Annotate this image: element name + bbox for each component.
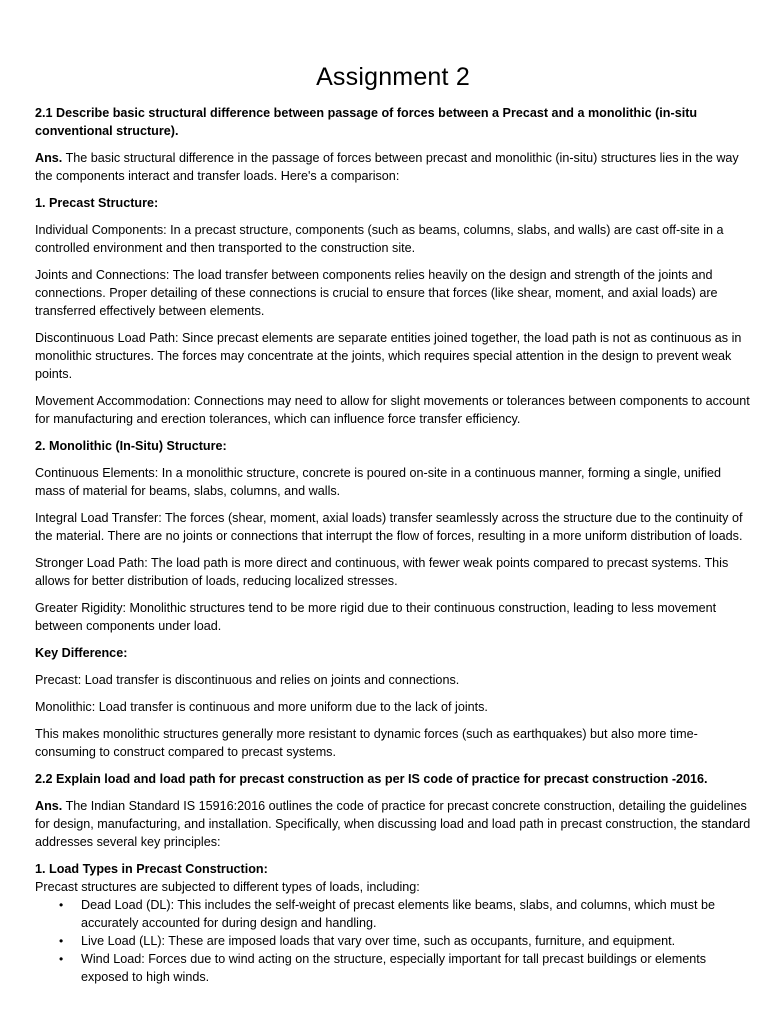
- question-2-2: 2.2 Explain load and load path for precast construction as per IS code of practice for precast construction -2016.: [35, 772, 708, 786]
- mono-point-integral-load-transfer: Integral Load Transfer: The forces (shear, moment, axial loads) transfer seamlessly across the structure due to the continuity of the material. There are no joints or connections that interrupt the flow of forces, resulting in a more uniform distribution of loads.: [35, 511, 743, 543]
- document-page: [35, 0, 751, 1024]
- key-difference-heading: Key Difference:: [35, 646, 128, 660]
- list-item: [35, 896, 751, 932]
- answer-label: Ans.: [35, 151, 63, 165]
- bullet-icon: •: [59, 952, 64, 966]
- list-item-text: Dead Load (DL): This includes the self-weight of precast elements like beams, slabs, and columns, which must be accurately accounted for during design and handling.: [81, 898, 715, 930]
- mono-point-stronger-load-path: Stronger Load Path: The load path is more direct and continuous, with fewer weak points compared to precast systems. This allows for better distribution of loads, reducing localized stresses.: [35, 556, 729, 588]
- list-item-text: Live Load (LL): These are imposed loads that vary over time, such as occupants, furniture, and equipment.: [81, 934, 676, 948]
- mono-point-greater-rigidity: Greater Rigidity: Monolithic structures tend to be more rigid due to their continuous construction, leading to less movement between components under load.: [35, 601, 717, 633]
- answer-label: Ans.: [35, 799, 63, 813]
- key-point-precast: Precast: Load transfer is discontinuous and relies on joints and connections.: [35, 673, 460, 687]
- list-item: [35, 932, 751, 950]
- load-types-heading: 1. Load Types in Precast Construction:: [35, 862, 268, 876]
- answer-text: The basic structural difference in the passage of forces between precast and monolithic (in-situ) structures lies in the way the components interact and transfer loads. Here's a comparison:: [35, 151, 739, 183]
- precast-heading: 1. Precast Structure:: [35, 196, 159, 210]
- mono-point-continuous-elements: Continuous Elements: In a monolithic structure, concrete is poured on-site in a continuous manner, forming a single, unified mass of material for beams, slabs, columns, and walls.: [35, 466, 722, 498]
- bullet-icon: •: [59, 898, 64, 912]
- precast-point-joints-connections: Joints and Connections: The load transfer between components relies heavily on the design and strength of the joints and connections. Proper detailing of these connections is crucial to ensure that forces (like shear, moment, and axial loads) are transferred effectively between elements.: [35, 268, 718, 318]
- answer-2-2-intro: [35, 797, 751, 851]
- bullet-icon: •: [59, 934, 64, 948]
- load-types-intro: Precast structures are subjected to different types of loads, including:: [35, 880, 420, 894]
- key-point-monolithic: Monolithic: Load transfer is continuous and more uniform due to the lack of joints.: [35, 700, 488, 714]
- key-point-summary: This makes monolithic structures generally more resistant to dynamic forces (such as earthquakes) but also more time-consuming to construct compared to precast systems.: [35, 727, 698, 759]
- precast-point-individual-components: Individual Components: In a precast structure, components (such as beams, columns, slabs, and walls) are cast off-site in a controlled environment and then transported to the construction site.: [35, 223, 724, 255]
- answer-text: The Indian Standard IS 15916:2016 outlines the code of practice for precast concrete construction, detailing the guidelines for design, manufacturing, and installation. Specifically, when discussing load and load path in precast construction, the standard addresses several key principles:: [35, 799, 751, 849]
- list-item-text: Wind Load: Forces due to wind acting on the structure, especially important for tall precast buildings or elements exposed to high winds.: [81, 952, 707, 984]
- list-item: [35, 950, 751, 986]
- monolithic-heading: 2. Monolithic (In-Situ) Structure:: [35, 439, 227, 453]
- precast-point-discontinuous-load-path: Discontinuous Load Path: Since precast elements are separate entities joined together, the load path is not as continuous as in monolithic structures. The forces may concentrate at the joints, which requires special attention in the design to prevent weak points.: [35, 331, 742, 381]
- page-title: Assignment 2: [316, 63, 470, 91]
- question-2-1: 2.1 Describe basic structural difference between passage of forces between a Precast and a monolithic (in-situ conventional structure).: [35, 106, 698, 138]
- document-body: [35, 104, 751, 986]
- precast-point-movement-accommodation: Movement Accommodation: Connections may need to allow for slight movements or tolerances between components to account for manufacturing and erection tolerances, which can influence force transfer efficiency.: [35, 394, 750, 426]
- answer-2-1-intro: [35, 149, 751, 185]
- load-types-list: [35, 896, 751, 986]
